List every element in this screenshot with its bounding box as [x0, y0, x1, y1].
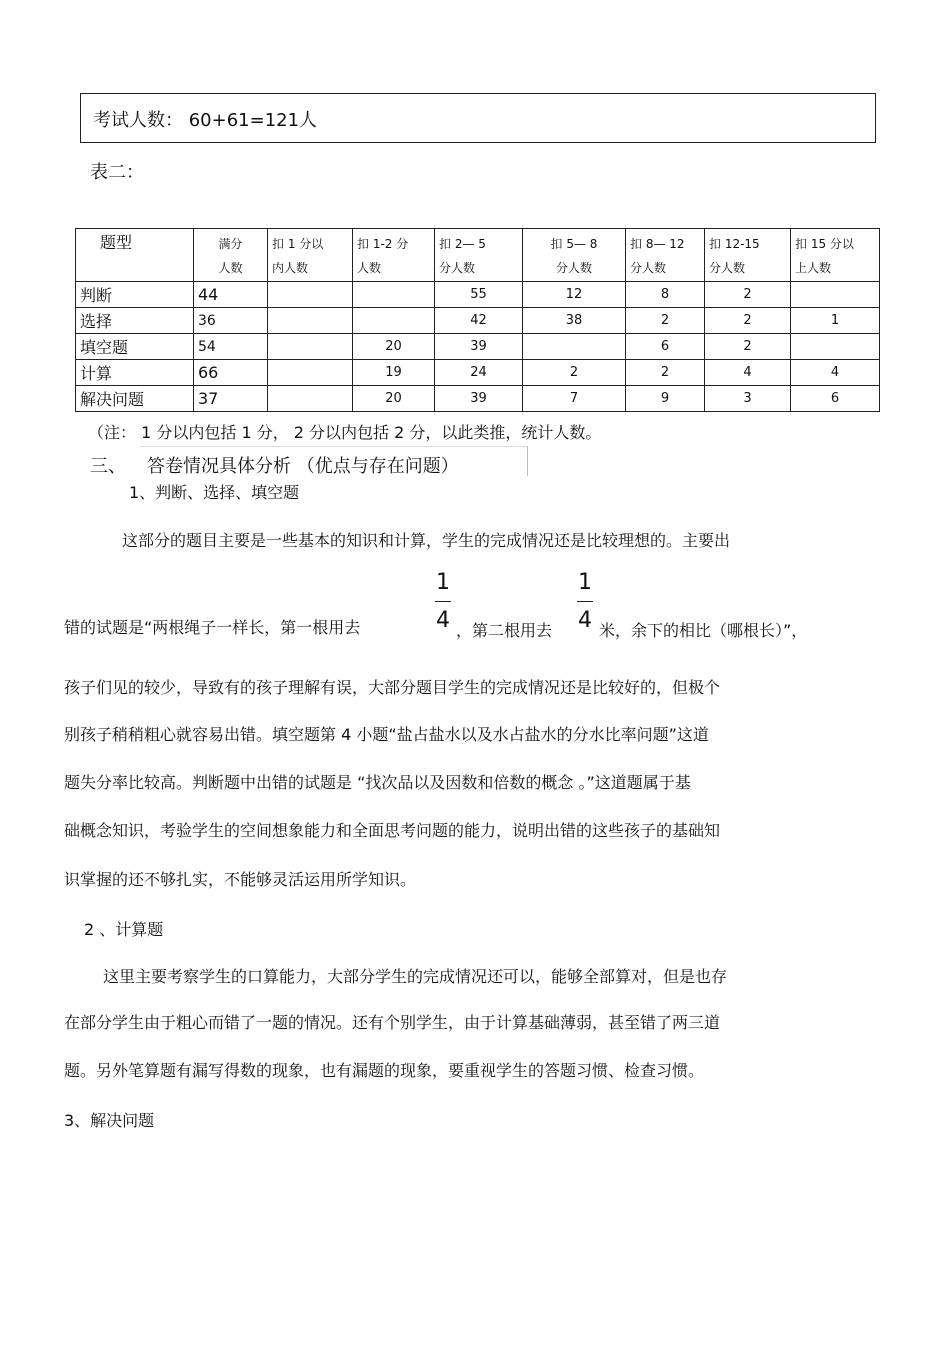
table-header-cell [194, 229, 268, 282]
table-row [76, 308, 880, 334]
sub2-paragraph-2: 在部分学生由于粗心而错了一题的情况。还有个别学生，由于计算基础薄弱，甚至错了两三道 [64, 1013, 721, 1032]
table-cell: 39 [435, 386, 523, 412]
table-cell: 66 [194, 360, 268, 386]
table-header-text: 分人数 [709, 261, 746, 275]
sub2-paragraph-3: 题。另外笔算题有漏写得数的现象，也有漏题的现象，要重视学生的答题习惯、检查习惯。 [64, 1061, 705, 1080]
table-header-cell [353, 229, 435, 282]
table-cell [791, 334, 880, 360]
table-header-cell [791, 229, 880, 282]
table-header-cell [76, 229, 194, 282]
table-cell [268, 360, 353, 386]
table-cell: 1 [791, 308, 880, 334]
table-cell: 54 [194, 334, 268, 360]
table-cell [268, 282, 353, 308]
table-cell [268, 308, 353, 334]
table-header-text: 扣 1-2 分 [357, 237, 409, 251]
sub1-heading: 1、判断、选择、填空题 [129, 483, 300, 502]
table-header-cell [435, 229, 523, 282]
table-cell: 20 [353, 386, 435, 412]
table-cell: 38 [523, 308, 626, 334]
table-header-text: 扣 2— 5 [439, 237, 486, 251]
fraction-1-denominator: 4 [436, 608, 450, 633]
fraction-2 [574, 570, 596, 633]
sub2-paragraph-1: 这里主要考察学生的口算能力，大部分学生的完成情况还可以，能够全部算对，但是也存 [103, 967, 728, 986]
table-cell [353, 282, 435, 308]
table-header-text: 满分 [218, 237, 243, 251]
table-title: 表二： [90, 162, 144, 183]
table-cell: 19 [353, 360, 435, 386]
sub1-paragraph-2c: 米，余下的相比（哪根长）”， [599, 621, 808, 640]
table-cell: 3 [705, 386, 791, 412]
table-cell: 36 [194, 308, 268, 334]
table-header-text: 扣 1 分以 [272, 237, 324, 251]
question-type-cell: 选择 [76, 308, 194, 334]
table-cell [523, 334, 626, 360]
table-header-cell [523, 229, 626, 282]
table-header-text: 扣 5— 8 [550, 237, 598, 251]
table-row [76, 334, 880, 360]
table-row [76, 282, 880, 308]
table-cell: 2 [705, 308, 791, 334]
score-table [75, 228, 880, 412]
sub2-heading: 2 、计算题 [84, 920, 164, 939]
table-header-text: 人数 [218, 261, 243, 275]
sub1-paragraph-7: 识掌握的还不够扎实，不能够灵活运用所学知识。 [64, 870, 417, 889]
table-cell: 2 [705, 334, 791, 360]
sub1-paragraph-2b: ，第二根用去 [456, 621, 553, 640]
sub1-paragraph-5: 题失分率比较高。判断题中出错的试题是 “找次品以及因数和倍数的概念 。”这道题属于基 [64, 773, 691, 792]
exam-count-text: 考试人数： 60+61=121人 [93, 110, 318, 131]
table-cell [268, 386, 353, 412]
table-cell: 7 [523, 386, 626, 412]
sub3-heading: 3、解决问题 [64, 1111, 155, 1130]
sub1-paragraph-1: 这部分的题目主要是一些基本的知识和计算，学生的完成情况还是比较理想的。主要出 [122, 531, 731, 550]
section-3-title: 答卷情况具体分析 （优点与存在问题） [147, 456, 459, 477]
question-type-cell: 计算 [76, 360, 194, 386]
question-type-cell: 解决问题 [76, 386, 194, 412]
table-cell [268, 334, 353, 360]
table-cell: 2 [626, 308, 705, 334]
fraction-2-numerator: 1 [578, 570, 592, 595]
table-header-text: 分人数 [630, 261, 667, 275]
fraction-1 [432, 570, 454, 633]
table-cell: 44 [194, 282, 268, 308]
section-3-rule [140, 446, 527, 447]
sub1-paragraph-4: 别孩子稍稍粗心就容易出错。填空题第 4 小题“盐占盐水以及水占盐水的分水比率问题”这道 [64, 725, 709, 744]
table-header-text: 分人数 [555, 261, 592, 275]
table-row [76, 386, 880, 412]
table-header-text: 扣 8— 12 [630, 237, 685, 251]
table-cell: 20 [353, 334, 435, 360]
table-header-row [76, 229, 880, 282]
section-3-edge [527, 446, 528, 476]
table-cell: 24 [435, 360, 523, 386]
table-header-cell [268, 229, 353, 282]
table-cell: 12 [523, 282, 626, 308]
table-header-cell [626, 229, 705, 282]
table-cell: 37 [194, 386, 268, 412]
table-row [76, 360, 880, 386]
table-cell [791, 282, 880, 308]
fraction-2-bar [577, 601, 593, 602]
table-cell: 6 [791, 386, 880, 412]
fraction-2-denominator: 4 [578, 608, 592, 633]
question-type-cell: 填空题 [76, 334, 194, 360]
table-header-text: 扣 12-15 [709, 237, 760, 251]
table-header-text: 上人数 [795, 261, 832, 275]
table-cell: 2 [523, 360, 626, 386]
fraction-1-bar [435, 601, 451, 602]
table-cell: 55 [435, 282, 523, 308]
sub1-paragraph-6: 础概念知识，考验学生的空间想象能力和全面思考问题的能力，说明出错的这些孩子的基础知 [64, 821, 721, 840]
section-3-number: 三、 [90, 456, 126, 477]
table-note: （注： 1 分以内包括 1 分， 2 分以内包括 2 分，以此类推，统计人数。 [88, 423, 602, 442]
table-cell: 39 [435, 334, 523, 360]
table-header-text: 人数 [357, 261, 382, 275]
table-header-text: 扣 15 分以 [795, 237, 854, 251]
table-header-text: 题型 [100, 233, 133, 252]
table-header-text: 分人数 [439, 261, 476, 275]
table-cell [353, 308, 435, 334]
sub1-paragraph-3: 孩子们见的较少，导致有的孩子理解有误，大部分题目学生的完成情况还是比较好的，但极个 [64, 678, 721, 697]
table-header-cell [705, 229, 791, 282]
table-cell: 42 [435, 308, 523, 334]
table-cell: 8 [626, 282, 705, 308]
exam-count-box [80, 93, 876, 143]
question-type-cell: 判断 [76, 282, 194, 308]
table-cell: 6 [626, 334, 705, 360]
table-cell: 9 [626, 386, 705, 412]
fraction-1-numerator: 1 [436, 570, 450, 595]
table-cell: 4 [791, 360, 880, 386]
table-cell: 2 [705, 282, 791, 308]
table-cell: 4 [705, 360, 791, 386]
table-header-text: 内人数 [272, 261, 309, 275]
table-cell: 2 [626, 360, 705, 386]
sub1-paragraph-2a: 错的试题是“两根绳子一样长，第一根用去 [64, 618, 361, 637]
